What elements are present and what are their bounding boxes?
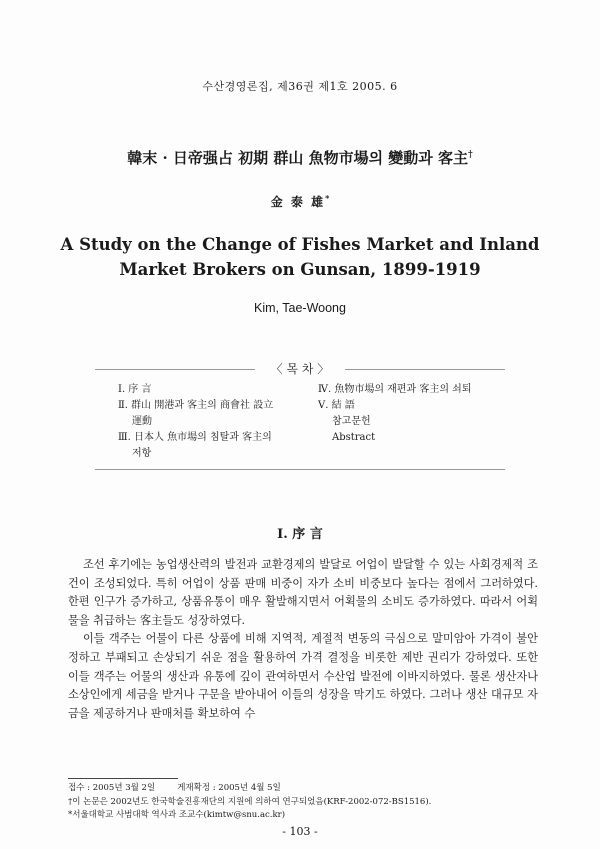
footnote-affiliation: *서울대학교 사범대학 역사과 조교수(kimtw@snu.ac.kr) bbox=[68, 810, 286, 820]
footnote-funding: †이 논문은 2002년도 한국학술진흥재단의 지원에 의하여 연구되었음(KRF-2002-072-BS1516). bbox=[68, 797, 432, 807]
korean-title-text: 韓末 · 日帝强占 初期 群山 魚物市場의 變動과 客主 bbox=[127, 149, 469, 167]
journal-header: 수산경영론집, 제36권 제1호 2005. 6 bbox=[202, 80, 398, 93]
toc-item: 運動 bbox=[132, 416, 152, 427]
accepted-date: 게재확정 : 2005년 4월 5일 bbox=[177, 783, 281, 793]
toc-right-column bbox=[318, 382, 508, 446]
section-heading: Ⅰ. 序 言 bbox=[277, 527, 323, 542]
toc-item: Ⅰ. 序 言 bbox=[118, 384, 152, 395]
toc-item: Ⅱ. 群山 開港과 客主의 商會社 設立 bbox=[118, 400, 274, 411]
english-author: Kim, Tae-Woong bbox=[254, 301, 346, 315]
toc-item: Ⅲ. 日本人 魚市場의 침탈과 客主의 bbox=[118, 432, 272, 443]
title-footnote-mark: † bbox=[468, 150, 473, 160]
body-text bbox=[68, 556, 538, 723]
author-footnote-mark: * bbox=[325, 193, 330, 203]
toc-heading: 〈 목 차 〉 bbox=[255, 360, 345, 377]
korean-author-name: 金 泰 雄 bbox=[270, 195, 326, 209]
english-title-line-2: Market Brokers on Gunsan, 1899-1919 bbox=[119, 260, 481, 279]
english-title bbox=[0, 232, 600, 282]
english-title-line-1: A Study on the Change of Fishes Market and Inland bbox=[60, 235, 540, 254]
received-date: 접수 : 2005년 3월 2일 bbox=[68, 783, 156, 793]
footnote-dates bbox=[68, 781, 548, 793]
toc-item: 참고문헌 bbox=[332, 416, 371, 427]
toc-item: Ⅳ. 魚物市場의 재편과 客主의 쇠퇴 bbox=[318, 384, 472, 395]
korean-author bbox=[0, 193, 600, 210]
toc-item: Abstract bbox=[332, 432, 376, 443]
body-paragraph-2: 이들 객주는 어물이 다른 상품에 비해 지역적, 계절적 변동의 극심으로 말미암아 가격이 불안정하고 부패되고 손상되기 쉬운 점을 활용하여 가격 결정을 비롯한 제반 권리가 강하였다. 또한 이들 객주는 어물의 생산과 유통에 깊이 관여하면서 수산업 발전에 이바지하였다. 물론 생산자나 소상인에게 세금을 받거나 구문을 받아내어 이들의 성장을 막기도 하였다. 그러나 생산 대규모 자금을 제공하거나 판매처를 확보하여 수 bbox=[68, 632, 538, 720]
toc-item: Ⅴ. 結 語 bbox=[318, 400, 355, 411]
body-paragraph-1: 조선 후기에는 농업생산력의 발전과 교환경제의 발달로 어업이 발달할 수 있는 사회경제적 조건이 조성되었다. 특히 어업이 상품 판매 비중이 자가 소비 비중보다 높다는 점에서 그러하였다. 한편 인구가 증가하고, 상품유통이 매우 활발해지면서 어획물의 소비도 증가하였다. 따라서 어획물을 취급하는 客主들도 성장하였다. bbox=[68, 558, 538, 627]
toc-item: 저항 bbox=[132, 448, 152, 459]
korean-title bbox=[0, 147, 600, 168]
footnote-rule bbox=[68, 778, 178, 779]
page-number: - 103 - bbox=[282, 825, 318, 838]
toc-left-column bbox=[118, 382, 313, 462]
toc-bottom-rule bbox=[95, 469, 505, 470]
